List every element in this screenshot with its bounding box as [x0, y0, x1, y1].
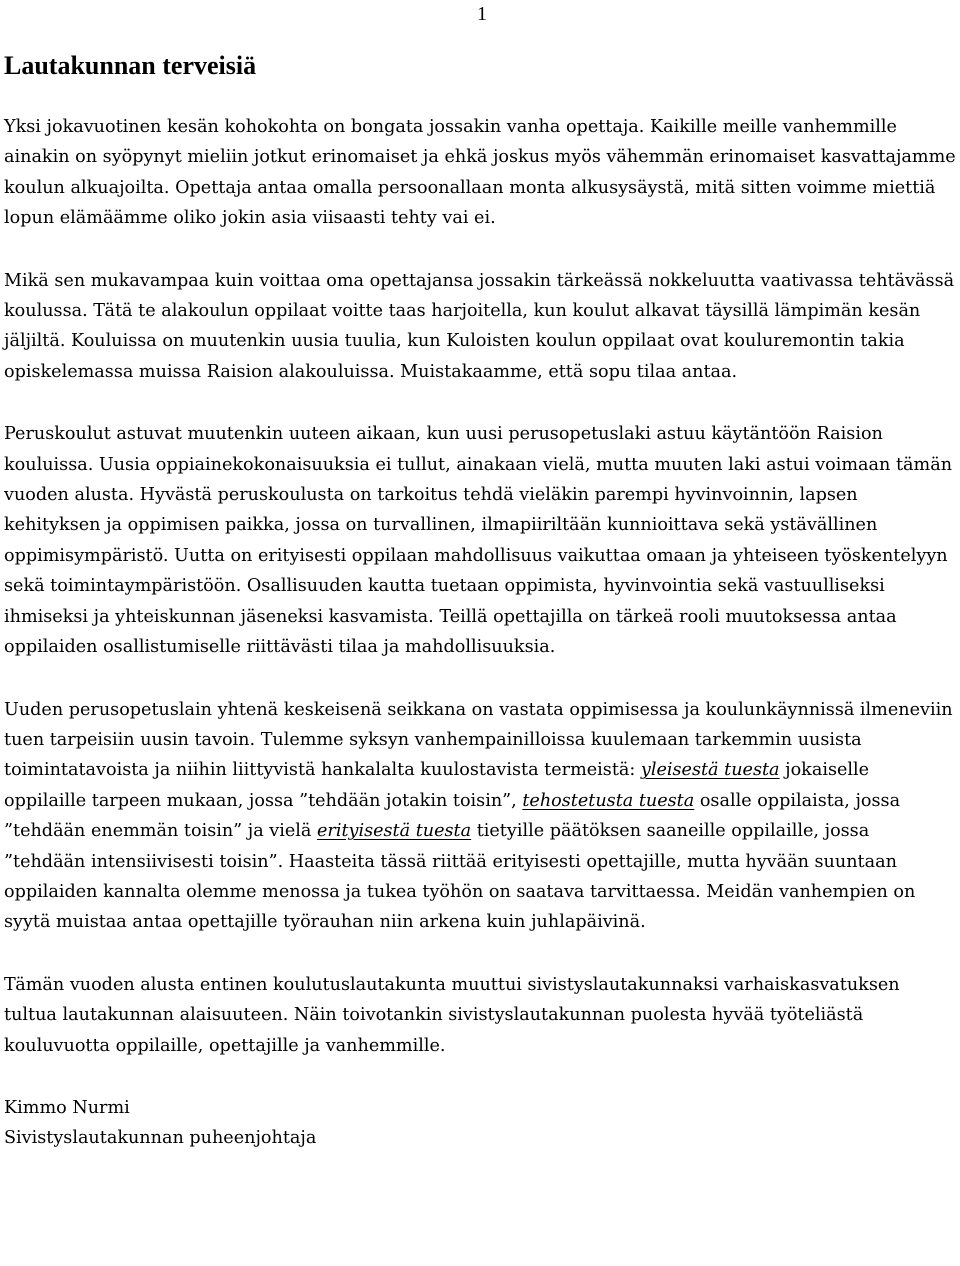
term-special-support: erityisestä tuesta	[317, 821, 472, 842]
signer-name: Kimmo Nurmi	[4, 1097, 130, 1118]
page-number: 1	[477, 3, 487, 25]
paragraph-1: Yksi jokavuotinen kesän kohokohta on bongata jossakin vanha opettaja. Kaikille meille vanhemmille ainakin on syöpynyt mieliin jotkut erinomaiset ja ehkä joskus myös vähemmän erinomaiset kasvattajamme koulun alkuajoilta. Opettaja antaa omalla persoonallaan monta alkusysäystä, mitä sitten voimme miettiä lopun elämäämme oliko jokin asia viisaasti tehty vai ei.	[4, 117, 956, 229]
paragraph-4-text: tietyille päätöksen saaneille oppilaille, jossa ”tehdään intensiivisesti toisin”. Haasteita tässä riittää erityisesti opettajille, mutta hyvään suuntaan oppilaiden kannalta olemme menossa ja tukea työhön on saatava tarvittaessa. Meidän vanhempien on syytä muistaa antaa opettajille työrauhan niin arkena kuin juhlapäivinä.	[4, 821, 916, 933]
paragraph-4-text: Uuden perusopetuslain yhtenä keskeisenä seikkana on vastata oppimisessa ja koulunkäynnissä ilmeneviin tuen tarpeisiin uusin tavoin. Tulemme syksyn vanhempainilloissa kuulemaan tarkemmin uusista toimintatavoista ja niihin liittyvistä hankalalta kuulostavista termeistä:	[4, 699, 953, 781]
paragraph-4-text: osalle oppilaista, jossa ”tehdään enemmän toisin” ja vielä	[4, 790, 901, 842]
paragraph-3: Peruskoulut astuvat muutenkin uuteen aikaan, kun uusi perusopetuslaki astuu käytäntöön Raision kouluissa. Uusia oppiainekokonaisuuksia ei tullut, ainakaan vielä, mutta muuten laki astui voimaan tämän vuoden alusta. Hyvästä peruskoulusta on tarkoitus tehdä vieläkin parempi hyvinvoinnin, lapsen kehityksen ja oppimisen paikka, jossa on turvallinen, ilmapiiriltään kunnioittava sekä ystävällinen oppimisympäristö. Uutta on erityisesti oppilaan mahdollisuus vaikuttaa omaan ja yhteiseen työskentelyyn sekä toimintaympäristöön. Osallisuuden kautta tuetaan oppimista, hyvinvointia sekä vastuulliseksi ihmiseksi ja yhteiskunnan jäseneksi kasvamista. Teillä opettajilla on tärkeä rooli muutoksessa antaa oppilaiden osallistumiselle riittävästi tilaa ja mahdollisuuksia.	[4, 424, 953, 658]
paragraph-4-text: jokaiselle oppilaille tarpeen mukaan, jossa ”tehdään jotakin toisin”,	[4, 760, 870, 811]
paragraph-4	[4, 695, 956, 938]
signature-block	[4, 1093, 956, 1154]
document-title: Lautakunnan terveisiä	[4, 51, 257, 80]
paragraph-5: Tämän vuoden alusta entinen koulutuslautakunta muuttui sivistyslautakunnaksi varhaiskasvatuksen tultua lautakunnan alaisuuteen. Näin toivotankin sivistyslautakunnan puolesta hyvää työteliästä kouluvuotta oppilaille, opettajille ja vanhemmille.	[4, 974, 900, 1056]
term-intensified-support: tehostetusta tuesta	[522, 790, 695, 811]
paragraph-2: Mikä sen mukavampaa kuin voittaa oma opettajansa jossakin tärkeässä nokkeluutta vaativassa tehtävässä koulussa. Tätä te alakoulun oppilaat voitte taas harjoitella, kun koulut alkavat täysillä lämpimän kesän jäljiltä. Kouluissa on muutenkin uusia tuulia, kun Kuloisten koulun oppilaat ovat kouluremontin takia opiskelemassa muissa Raision alakouluissa. Muistakaamme, että sopu tilaa antaa.	[4, 270, 955, 382]
document-body	[4, 50, 956, 1154]
term-general-support: yleisestä tuesta	[640, 760, 780, 781]
signer-role: Sivistyslautakunnan puheenjohtaja	[4, 1128, 317, 1149]
